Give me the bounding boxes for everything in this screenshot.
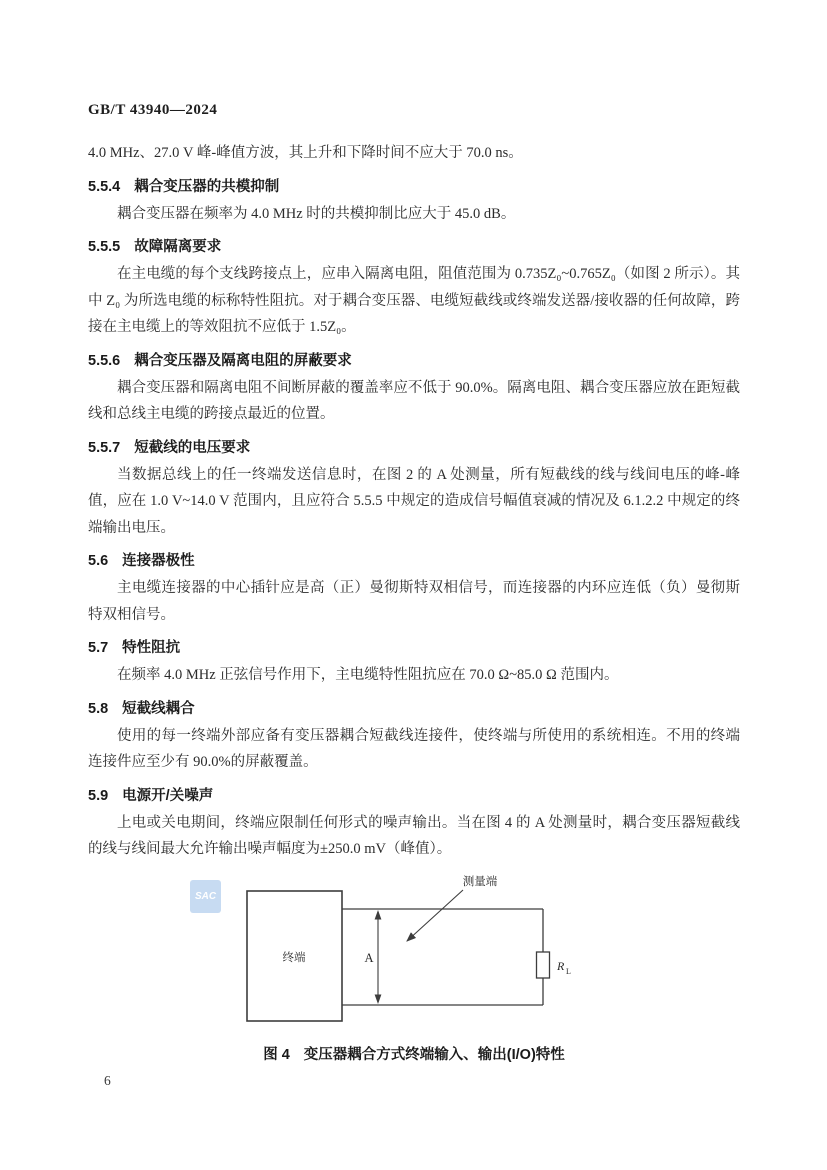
measure-point-leader-arrow — [407, 890, 463, 941]
section-number: 5.7 — [88, 640, 109, 656]
section-heading-5-6 — [88, 552, 740, 570]
section-number: 5.5.6 — [88, 352, 121, 369]
load-resistor-label: R — [557, 958, 565, 973]
section-title: 连接器极性 — [122, 553, 195, 569]
load-resistor-subscript: L — [566, 966, 571, 976]
sac-watermark — [190, 880, 221, 913]
page-number: 6 — [104, 1073, 111, 1088]
section-paragraph-5-7: 在频率 4.0 MHz 正弦信号作用下，主电缆特性阻抗应在 70.0 Ω~85.0 Ω 范围内。 — [117, 667, 619, 683]
section-heading-5-9 — [88, 787, 740, 805]
terminal-label: 终端 — [282, 951, 306, 964]
section-number: 5.6 — [88, 553, 109, 569]
section-number: 5.5.4 — [88, 178, 121, 195]
terminal-io-circuit-diagram — [180, 869, 660, 1037]
section-paragraph-5-8: 使用的每一终端外部应备有变压器耦合短截线连接件，使终端与所使用的系统相连。不用的终端连接件应至少有 90.0%的屏蔽覆盖。 — [88, 727, 740, 770]
section-paragraph-5-5-4: 耦合变压器在频率为 4.0 MHz 时的共模抑制比应大于 45.0 dB。 — [117, 205, 516, 222]
figure-4-diagram — [88, 869, 740, 1037]
section-title: 短截线耦合 — [122, 700, 195, 717]
section-number: 5.9 — [88, 787, 109, 804]
figure-caption-title: 变压器耦合方式终端输入、输出(I/O)特性 — [303, 1046, 565, 1063]
section-paragraph-5-5-6: 耦合变压器和隔离电阻不间断屏蔽的覆盖率应不低于 90.0%。隔离电阻、耦合变压器应放在距短截线和总线主电缆的跨接点最近的位置。 — [88, 379, 740, 422]
dimension-label-a: A — [364, 950, 374, 965]
figure-caption-number: 图 4 — [263, 1046, 290, 1063]
page-content — [88, 103, 740, 1065]
section-heading-5-5-6 — [88, 352, 740, 370]
section-title: 耦合变压器及隔离电阻的屏蔽要求 — [134, 352, 352, 369]
section-paragraph-5-6: 主电缆连接器的中心插针应是高（正）曼彻斯特双相信号，而连接器的内环应连低（负）曼彻斯特双相信号。 — [88, 580, 740, 623]
section-number: 5.5.7 — [88, 439, 121, 456]
section-title: 故障隔离要求 — [134, 239, 222, 255]
figure-4-caption — [88, 1045, 740, 1065]
load-resistor — [537, 952, 550, 978]
measure-point-label: 测量端 — [462, 875, 498, 888]
section-paragraph-5-5-7: 当数据总线上的任一终端发送信息时，在图 2 的 A 处测量，所有短截线的线与线间电压的峰-峰值，应在 1.0 V~14.0 V 范围内，且应符合 5.5.5 中规定的造成信号幅值衰减的情况及 6.1.2.2 中规定的终端输出电压。 — [88, 466, 740, 536]
continuation-paragraph: 4.0 MHz、27.0 V 峰-峰值方波，其上升和下降时间不应大于 70.0 ns。 — [88, 145, 523, 161]
section-title: 耦合变压器的共模抑制 — [134, 178, 280, 195]
section-title: 电源开/关噪声 — [122, 787, 214, 804]
section-heading-5-7 — [88, 639, 740, 657]
dimension-arrow-a — [375, 910, 382, 1004]
section-number: 5.8 — [88, 700, 109, 717]
sac-watermark-text: SAC — [194, 890, 217, 902]
section-paragraph-5-9: 上电或关电期间，终端应限制任何形式的噪声输出。当在图 4 的 A 处测量时，耦合变压器短截线的线与线间最大允许输出噪声幅度为±250.0 mV（峰值）。 — [88, 814, 740, 857]
section-heading-5-8 — [88, 700, 740, 718]
standard-number-header: GB/T 43940—2024 — [88, 102, 218, 118]
section-paragraph-5-5-5: 在主电缆的每个支线跨接点上，应串入隔离电阻，阻值范围为 0.735Z₀~0.765Z₀（如图 2 所示）。其中 Z₀ 为所选电缆的标称特性阻抗。对于耦合变压器、电缆短截线或终端发送器/接收器的任何故障，跨接在主电缆上的等效阻抗不应低于 1.5Z₀。 — [88, 266, 740, 335]
section-title: 特性阻抗 — [122, 640, 181, 656]
section-heading-5-5-7 — [88, 439, 740, 457]
section-heading-5-5-4 — [88, 178, 740, 196]
section-number: 5.5.5 — [88, 239, 121, 255]
section-title: 短截线的电压要求 — [134, 439, 251, 456]
section-heading-5-5-5 — [88, 238, 740, 256]
